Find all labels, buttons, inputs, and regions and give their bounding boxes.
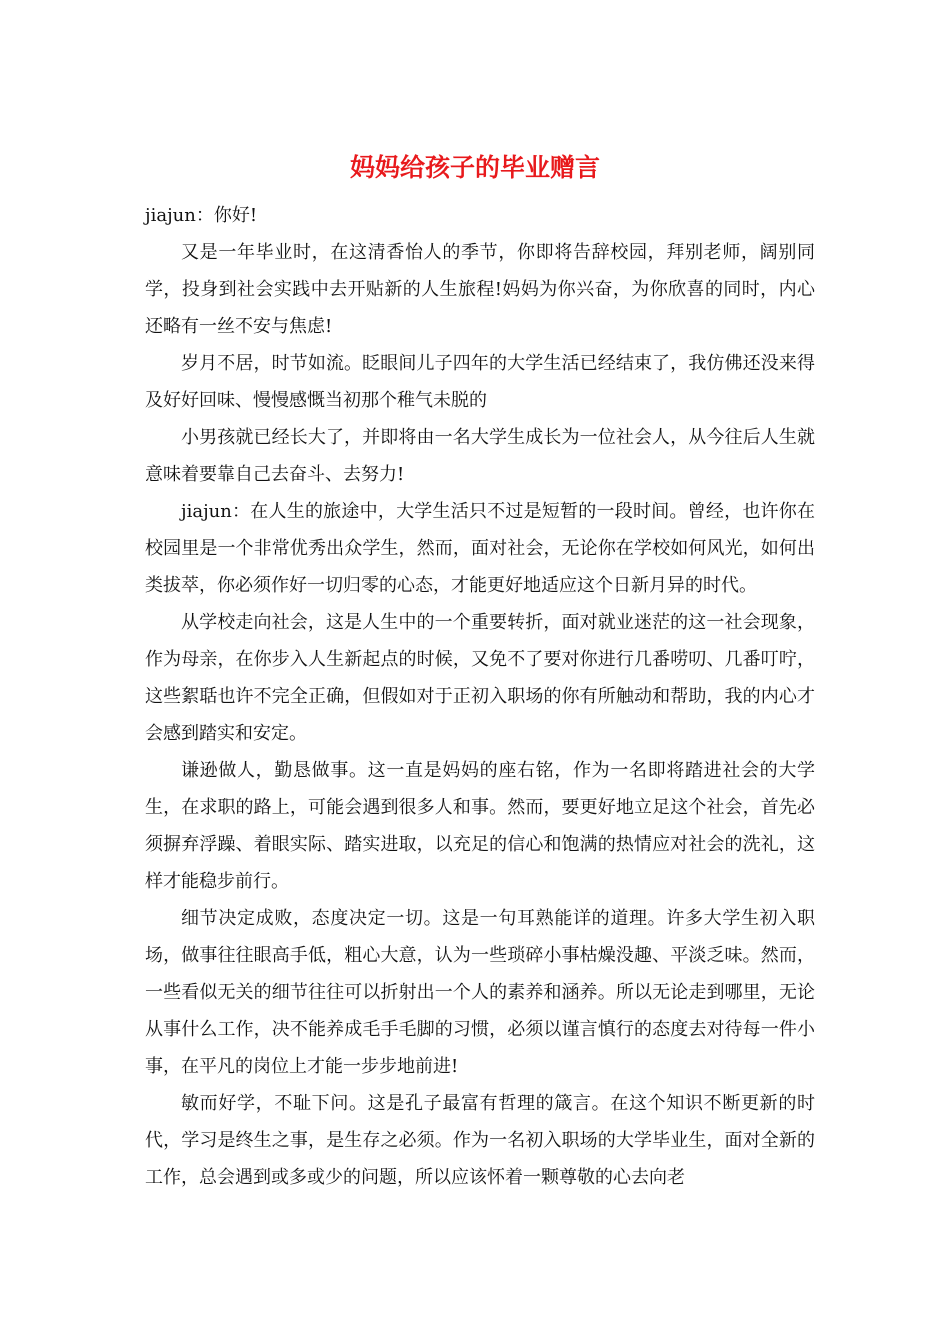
paragraph: 从学校走向社会，这是人生中的一个重要转折，面对就业迷茫的这一社会现象，作为母亲，在你步入人生新起点的时候，又免不了要对你进行几番唠叨、几番叮咛，这些絮聒也许不完全正确，但假如对于正初入职场的你有所触动和帮助，我的内心才会感到踏实和安定。 — [145, 612, 815, 744]
paragraph: jiajun：在人生的旅途中，大学生活只不过是短暂的一段时间。曾经，也许你在校园里是一个非常优秀出众学生，然而，面对社会，无论你在学校如何风光，如何出类拔萃，你必须作好一切归零的心态，才能更好地适应这个日新月异的时代。 — [145, 501, 815, 596]
document-body — [145, 197, 815, 1196]
paragraph: 敏而好学，不耻下问。这是孔子最富有哲理的箴言。在这个知识不断更新的时代，学习是终生之事，是生存之必须。作为一名初入职场的大学毕业生，面对全新的工作，总会遇到或多或少的问题，所以应该怀着一颗尊敬的心去向老 — [145, 1093, 815, 1188]
paragraph: 岁月不居，时节如流。眨眼间儿子四年的大学生活已经结束了，我仿佛还没来得及好好回味、慢慢感慨当初那个稚气未脱的 — [145, 353, 815, 411]
document-title: 妈妈给孩子的毕业赠言 — [349, 153, 600, 182]
paragraph: 小男孩就已经长大了，并即将由一名大学生成长为一位社会人，从今往后人生就意味着要靠自己去奋斗、去努力! — [145, 427, 815, 485]
paragraph: 细节决定成败，态度决定一切。这是一句耳熟能详的道理。许多大学生初入职场，做事往往眼高手低，粗心大意，认为一些琐碎小事枯燥没趣、平淡乏味。然而，一些看似无关的细节往往可以折射出一个人的素养和涵养。所以无论走到哪里，无论从事什么工作，决不能养成毛手毛脚的习惯，必须以谨言慎行的态度去对待每一件小事，在平凡的岗位上才能一步步地前进! — [145, 908, 815, 1077]
salutation-line: jiajun：你好! — [145, 205, 258, 226]
paragraph: 又是一年毕业时，在这清香怡人的季节，你即将告辞校园，拜别老师，阔别同学，投身到社会实践中去开贴新的人生旅程!妈妈为你兴奋，为你欣喜的同时，内心还略有一丝不安与焦虑! — [145, 242, 815, 337]
paragraph: 谦逊做人，勤恳做事。这一直是妈妈的座右铭，作为一名即将踏进社会的大学生，在求职的路上，可能会遇到很多人和事。然而，要更好地立足这个社会，首先必须摒弃浮躁、着眼实际、踏实进取，以充足的信心和饱满的热情应对社会的洗礼，这样才能稳步前行。 — [145, 760, 815, 892]
